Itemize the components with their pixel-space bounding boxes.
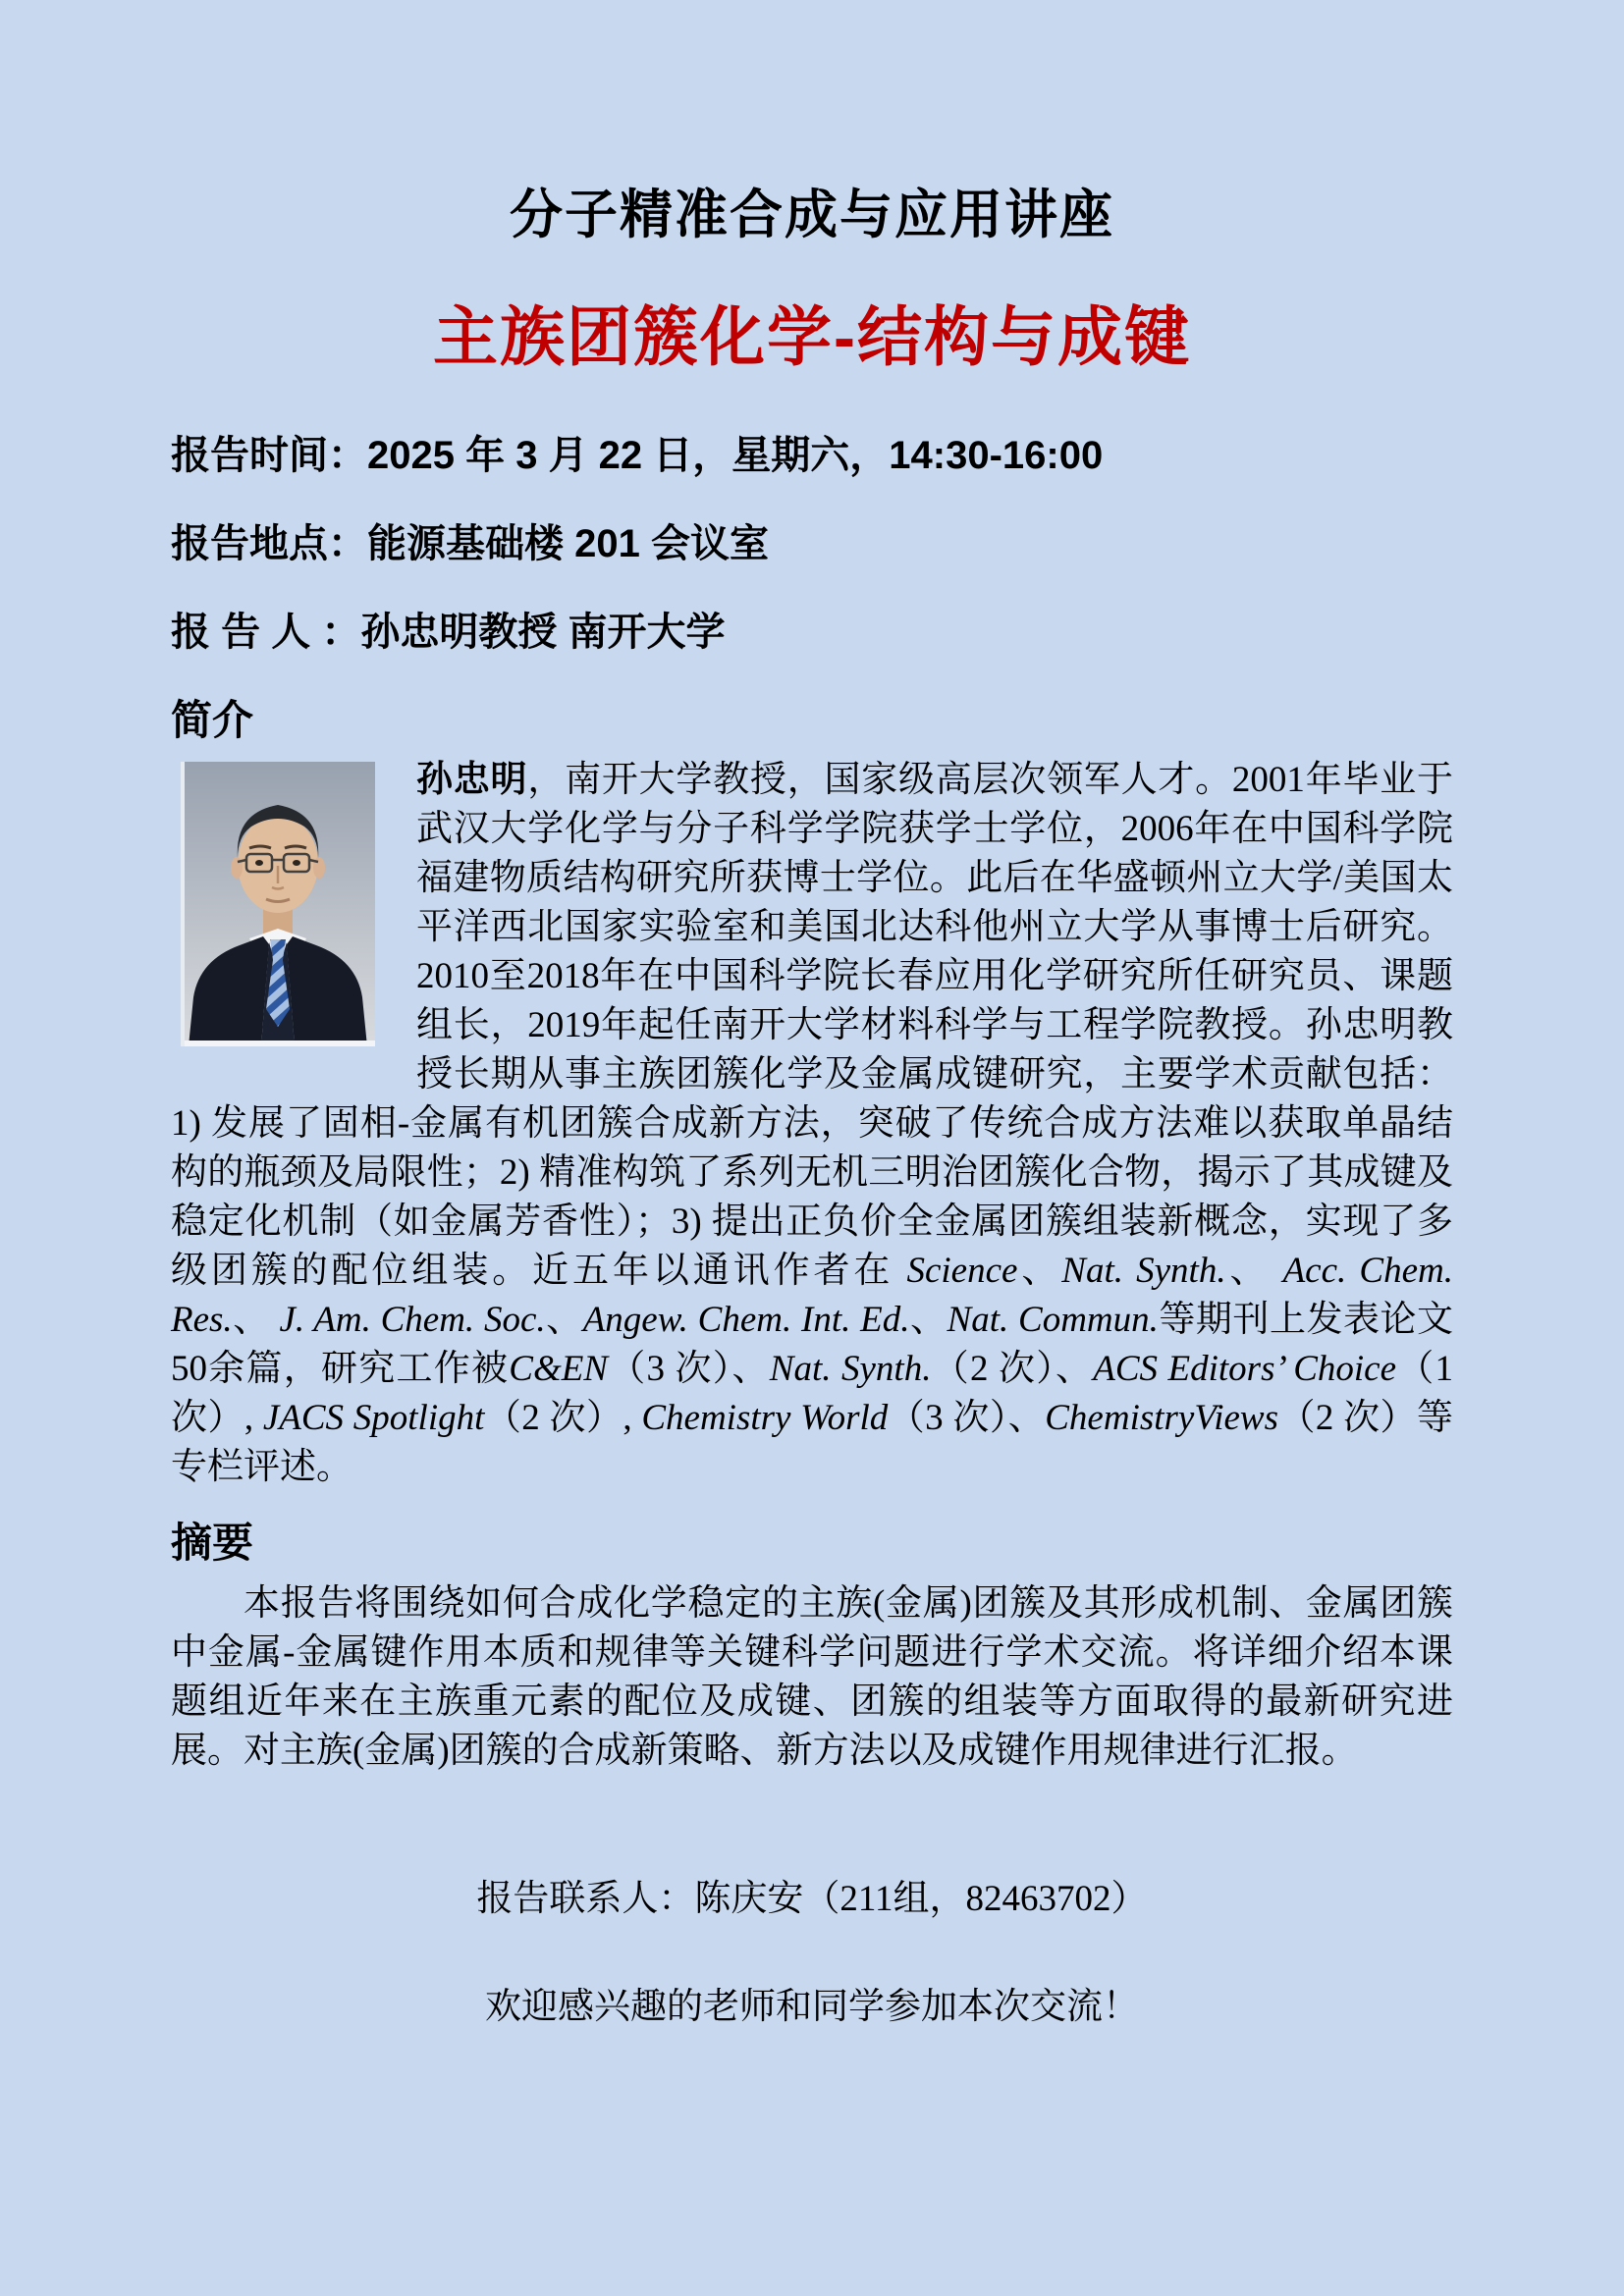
bio-paragraph: 孙忠明，南开大学教授，国家级高层次领军人才。2001年毕业于武汉大学化学与分子科学学院获学士学位，2006年在中国科学院福建物质结构研究所获博士学位。此后在华盛顿州立大学/美国太平洋西北国家实验室和美国北达科他州立大学从事博士后研究。2010至2018年在中国科学院长春应用化学研究所任研究员、课题组长，2019年起任南开大学材料科学与工程学院教授。孙忠明教授长期从事主族团簇化学及金属成键研究，主要学术贡献包括：1) 发展了固相-金属有机团簇合成新方法，突破了传统合成方法难以获取单晶结构的瓶颈及局限性；2) 精准构筑了系列无机三明治团簇化合物，揭示了其成键及稳定化机制（如金属芳香性）；3) 提出正负价全金属团簇组装新概念，实现了多级团簇的配位组装。近五年以通讯作者在 Science、Nat. Synth.、 Acc. Chem. Res.、 J. Am. Chem. Soc.、Angew. Chem. Int. Ed.、Nat. Commun.等期刊上发表论文50余篇，研究工作被C&EN（3 次）、Nat. Synth.（2 次）、ACS Editors’ Choice（1 次）, JACS Spotlight（2 次）, Chemistry World（3 次）、ChemistryViews（2 次）等专栏评述。 (171, 760, 1454, 1488)
bio-heading: 简介 (171, 696, 254, 743)
contact-line: 报告联系人：陈庆安（211组，82463702） (476, 1878, 1148, 1919)
info-speaker-value: 孙忠明教授 南开大学 (360, 610, 726, 654)
info-time-value: 2025 年 3 月 22 日，星期六，14:30-16:00 (367, 433, 1104, 477)
info-speaker-label: 报 告 人 ： (171, 610, 361, 654)
welcome-line: 欢迎感兴趣的老师和同学参加本次交流！ (485, 1986, 1139, 2027)
info-time-row (171, 432, 1453, 479)
info-venue-label: 报告地点： (171, 521, 367, 565)
info-venue-row (171, 520, 1453, 567)
abstract-section (171, 1520, 1453, 1775)
lecture-title: 主族团簇化学-结构与成键 (433, 300, 1191, 374)
series-title: 分子精准合成与应用讲座 (510, 186, 1114, 244)
abstract-heading: 摘要 (171, 1520, 254, 1567)
footer-block (171, 1876, 1453, 2031)
info-speaker-row (171, 609, 1453, 656)
bio-paragraph-container (171, 756, 1453, 1492)
speaker-photo (181, 762, 375, 1046)
info-block (171, 432, 1453, 656)
info-time-label: 报告时间： (171, 433, 367, 477)
bio-section (171, 697, 1453, 1492)
info-venue-value: 能源基础楼 201 会议室 (367, 521, 769, 565)
abstract-paragraph: 本报告将围绕如何合成化学稳定的主族(金属)团簇及其形成机制、金属团簇中金属-金属键作用本质和规律等关键科学问题进行学术交流。将详细介绍本课题组近年来在主族重元素的配位及成键、团簇的组装等方面取得的最新研究进展。对主族(金属)团簇的合成新策略、新方法以及成键作用规律进行汇报。 (171, 1582, 1453, 1771)
